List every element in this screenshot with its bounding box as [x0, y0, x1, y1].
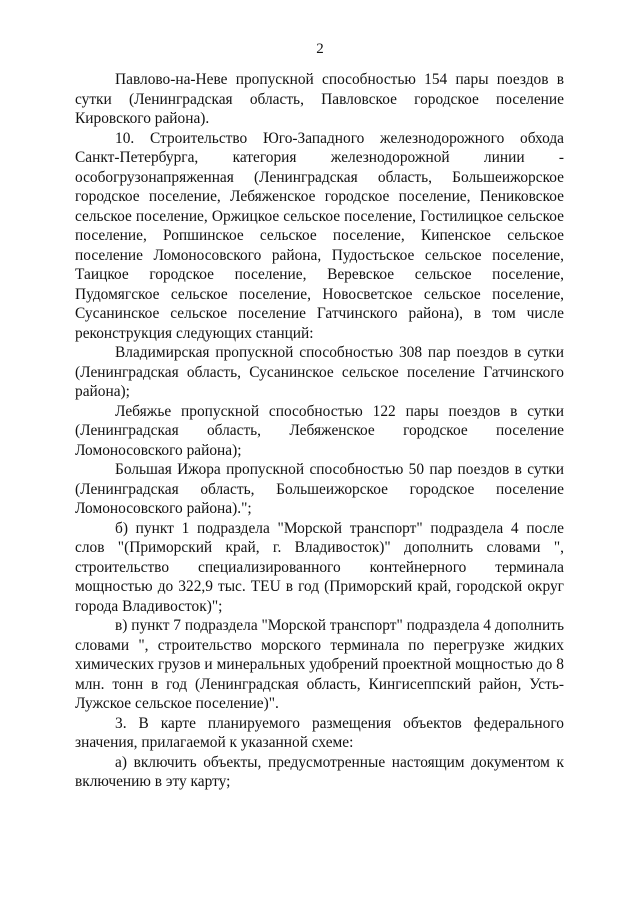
- paragraph-item-10: 10. Строительство Юго-Западного железнодорожного обхода Санкт-Петербурга, категория железнодорожной линии - особогрузонапряженная (Ленинградская область, Большеижорское городское поселение, Лебяженское городское поселение, Пениковское сельское поселение, Оржицкое сельское поселение, Гостилицкое сельское поселение, Ропшинское сельское поселение, Кипенское сельское поселение Ломоносовского района, Пудостьское сельское поселение, Таицкое городское поселение, Веревское сельское поселение, Пудомягское сельское поселение, Новосветское сельское поселение, Сусанинское сельское поселение Гатчинского района), в том числе реконструкция следующих станций:: [75, 129, 564, 342]
- page-number: 2: [316, 41, 324, 57]
- paragraph-v: в) пункт 7 подраздела "Морской транспорт" подраздела 4 дополнить словами ", строительство морского терминала по перегрузке жидких химических грузов и минеральных удобрений проектной мощностью до 8 млн. тонн в год (Ленинградская область, Кингисеппский район, Усть-Лужское сельское поселение)".: [75, 617, 564, 712]
- paragraph-item-3: 3. В карте планируемого размещения объектов федерального значения, прилагаемой к указанной схеме:: [75, 714, 564, 751]
- paragraph-pavlovo: Павлово-на-Неве пропускной способностью 154 пары поездов в сутки (Ленинградская область, Павловское городское поселение Кировского района).: [75, 71, 564, 127]
- paragraph-vladimirskaya: Владимирская пропускной способностью 308 пар поездов в сутки (Ленинградская область, Сусанинское сельское поселение Гатчинского района);: [75, 344, 564, 400]
- paragraph-b: б) пункт 1 подраздела "Морской транспорт" подраздела 4 после слов "(Приморский край, г. Владивосток)" дополнить словами ", строительство специализированного контейнерного терминала мощностью до 322,9 тыс. TEU в год (Приморский край, городской округ города Владивосток)";: [75, 519, 564, 615]
- document-body: [75, 70, 564, 792]
- paragraph-lebyazhye: Лебяжье пропускной способностью 122 пары поездов в сутки (Ленинградская область, Лебяженское городское поселение Ломоносовского района);: [75, 402, 564, 459]
- paragraph-a: а) включить объекты, предусмотренные настоящим документом к включению в эту карту;: [75, 753, 564, 790]
- paragraph-bolshaya-izhora: Большая Ижора пропускной способностью 50 пар поездов в сутки (Ленинградская область, Большеижорское городское поселение Ломоносовского района).";: [75, 461, 564, 517]
